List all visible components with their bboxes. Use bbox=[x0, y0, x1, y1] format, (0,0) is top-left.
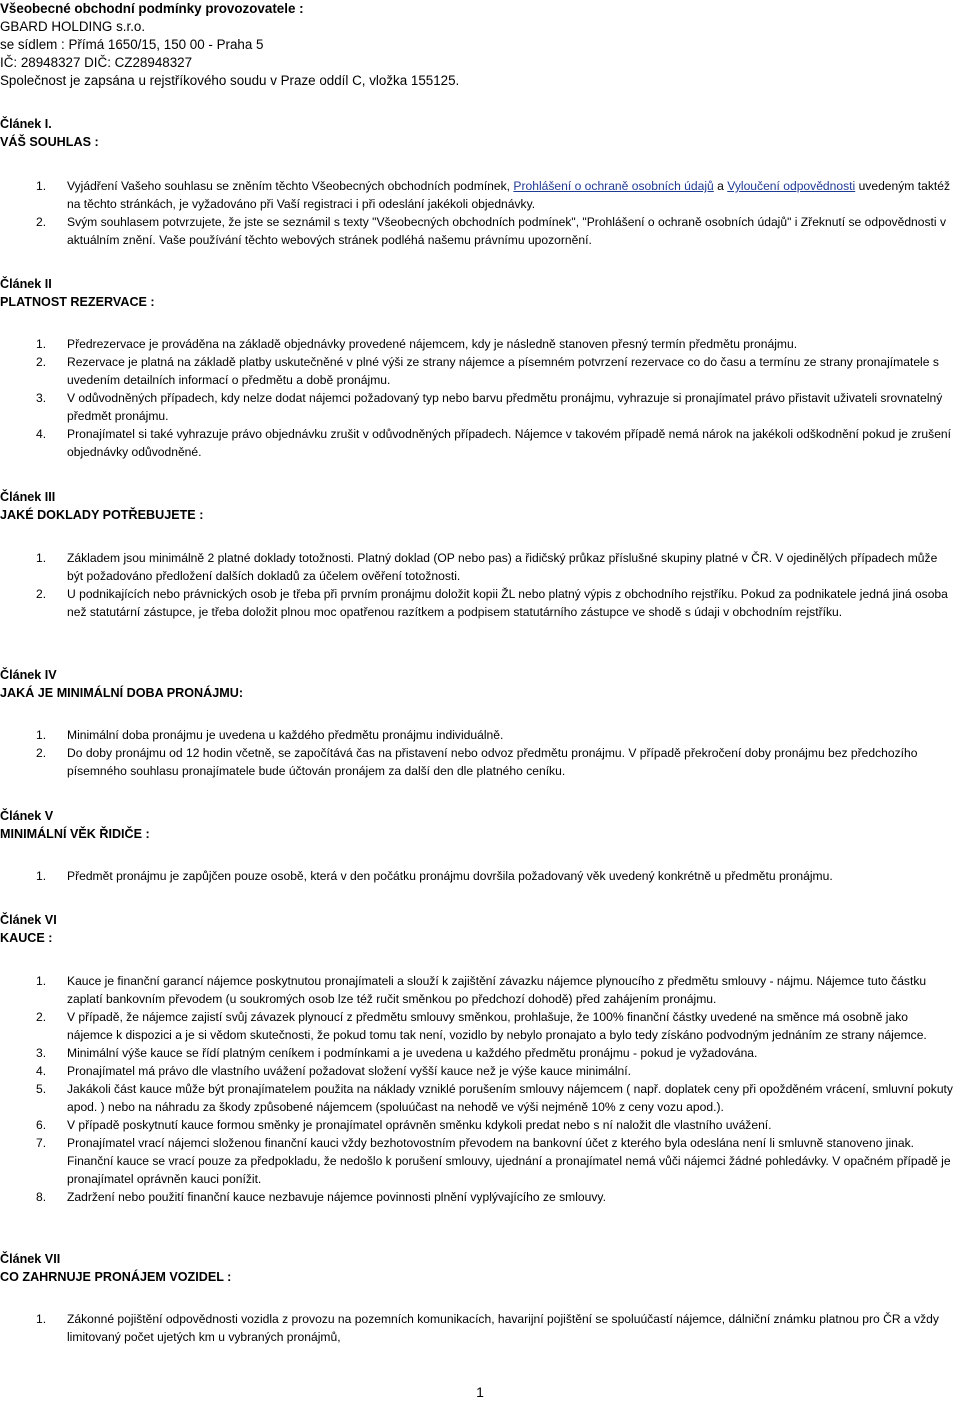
item-text: Zadržení nebo použití finanční kauce nezbavuje nájemce povinnosti plnění vyplývajícího ze smlouvy. bbox=[67, 1190, 606, 1204]
list-item bbox=[0, 1310, 960, 1346]
item-text: Do doby pronájmu od 12 hodin včetně, se započítává čas na přistavení nebo odvoz předmětu pronájmu. V případě překročení doby pronájmu bez předchozího písemného souhlasu pronajímatele bude účtován pronájem za další den dle platného ceníku. bbox=[67, 746, 918, 778]
article-title: CO ZAHRNUJE PRONÁJEM VOZIDEL : bbox=[0, 1270, 232, 1284]
item-text: Svým souhlasem potvrzujete, že jste se seznámil s texty "Všeobecných obchodních podmínek", "Prohlášení o ochraně osobních údajů" i Zřeknutí se odpovědnosti v aktuálním znění. Vaše používání těchto webových stránek podléhá našemu právnímu upozornění. bbox=[67, 215, 946, 247]
item-number: 2. bbox=[36, 1010, 47, 1024]
item-text: Rezervace je platná na základě platby uskutečněné v plné výši ze strany nájemce a písemném potvrzení rezervace co do času a termínu ze strany pronajímatele s uvedením detailních informací o předmětu a době pronájmu. bbox=[67, 355, 939, 387]
article-title: JAKÉ DOKLADY POTŘEBUJETE : bbox=[0, 508, 204, 522]
item-number: 1. bbox=[36, 337, 47, 351]
article-3-list bbox=[0, 549, 960, 621]
article-7-heading bbox=[0, 1250, 231, 1286]
item-number: 1. bbox=[36, 728, 47, 742]
company-header bbox=[0, 0, 459, 90]
list-item bbox=[0, 1062, 960, 1080]
item-number: 8. bbox=[36, 1190, 47, 1204]
list-item bbox=[0, 1080, 960, 1116]
item-number: 4. bbox=[36, 1064, 47, 1078]
article-number: Článek V bbox=[0, 809, 54, 823]
item-number: 1. bbox=[36, 1312, 47, 1326]
article-number: Článek III bbox=[0, 490, 56, 504]
item-text: Pronajímatel má právo dle vlastního uvážení požadovat složení vyšší kauce než je výše kauce minimální. bbox=[67, 1064, 631, 1078]
page-number: 1 bbox=[476, 1384, 484, 1400]
article-2-heading bbox=[0, 275, 155, 311]
article-6-heading bbox=[0, 911, 57, 947]
item-text: uvedeným taktéž na těchto stránkách, je vyžadováno při Vaší registraci i při odeslání jakékoli objednávky. bbox=[67, 179, 951, 211]
list-item bbox=[0, 213, 960, 249]
item-text: V případě poskytnutí kauce formou směnky je pronajímatel oprávněn směnku kdykoli predat nebo s ní naložit dle vlastního uvážení. bbox=[67, 1118, 772, 1132]
article-number: Článek II bbox=[0, 277, 52, 291]
item-number: 4. bbox=[36, 427, 47, 441]
item-text: Pronajímatel si také vyhrazuje právo objednávku zrušit v odůvodněných případech. Nájemce v takovém případě nemá nárok na jakékoli odškodnění pokud je zrušení objednávky odůvodněné. bbox=[67, 427, 952, 459]
article-title: JAKÁ JE MINIMÁLNÍ DOBA PRONÁJMU: bbox=[0, 686, 244, 700]
item-text: Předrezervace je prováděna na základě objednávky provedené nájemcem, kdy je následně stanoven přesný termín předmětu pronájmu. bbox=[67, 337, 798, 351]
article-7-list bbox=[0, 1310, 960, 1346]
article-3-heading bbox=[0, 488, 203, 524]
item-number: 3. bbox=[36, 391, 47, 405]
article-title: MINIMÁLNÍ VĚK ŘIDIČE : bbox=[0, 827, 150, 841]
item-text: Základem jsou minimálně 2 platné doklady totožnosti. Platný doklad (OP nebo pas) a řidičský průkaz příslušné skupiny platné v ČR. V ojedinělých případech může být požadováno předložení dalších dokladů za účelem ověření totožnosti. bbox=[67, 551, 938, 583]
item-text: V odůvodněných případech, kdy nelze dodat nájemci požadovaný typ nebo barvu předmětu pronájmu, vyhrazuje si pronajímatel právo přistavit uživateli srovnatelný předmět pronájmu. bbox=[67, 391, 943, 423]
list-item bbox=[0, 867, 960, 885]
item-number: 2. bbox=[36, 587, 47, 601]
item-number: 1. bbox=[36, 551, 47, 565]
company-name: GBARD HOLDING s.r.o. bbox=[0, 19, 146, 34]
list-item bbox=[0, 1008, 960, 1044]
list-item bbox=[0, 1116, 960, 1134]
item-number: 3. bbox=[36, 1046, 47, 1060]
item-text: V případě, že nájemce zajistí svůj závazek plynoucí z předmětu smlouvy směnkou, prohlašuje, že 100% finanční částky uvedené na směnce má osobně jako nájemce k dispozici a je si vědom skutečnosti, že pokud tomu tak není, vozidlo by nebylo pronajato a bylo tedy získáno podvodným jednáním ze strany nájemce. bbox=[67, 1010, 927, 1042]
list-item bbox=[0, 1134, 960, 1188]
item-text: Zákonné pojištění odpovědnosti vozidla z provozu na pozemních komunikacích, havarijní pojištění se spoluúčastí nájemce, dálniční známku platnou pro ČR a vždy limitovaný počet ujetých km u vybraných pronájmů, bbox=[67, 1312, 939, 1344]
item-text: Jakákoli část kauce může být pronajímatelem použita na náklady vzniklé porušením smlouvy nájemcem ( např. doplatek ceny při opožděném vrácení, smluvní pokuty apod. ) nebo na náhradu za škody způsobené nájemcem (spoluúčast na nehodě ve výši nejméně 10% z ceny vozu apod.). bbox=[67, 1082, 953, 1114]
article-number: Článek I. bbox=[0, 117, 52, 131]
article-number: Článek VI bbox=[0, 913, 57, 927]
item-number: 7. bbox=[36, 1136, 47, 1150]
list-item bbox=[0, 425, 960, 461]
item-text: Kauce je finanční garancí nájemce poskytnutou pronajímateli a slouží k zajištění závazku nájemce plynoucího z předmětu smlouvy - nájmu. Nájemce tuto částku zaplatí bankovním převodem (u soukromých osob lze též ručit směnkou po předchozí dohodě) před zahájením pronájmu. bbox=[67, 974, 927, 1006]
article-number: Článek IV bbox=[0, 668, 57, 682]
article-4-heading bbox=[0, 666, 243, 702]
list-item bbox=[0, 585, 960, 621]
item-number: 2. bbox=[36, 355, 47, 369]
article-6-list bbox=[0, 972, 960, 1206]
item-number: 5. bbox=[36, 1082, 47, 1096]
item-number: 2. bbox=[36, 746, 47, 760]
article-number: Článek VII bbox=[0, 1252, 61, 1266]
item-text: U podnikajících nebo právnických osob je třeba při prvním pronájmu doložit kopii ŽL nebo platný výpis z obchodního rejstříku. Pokud za podnikatele jedná jiná osoba než statutární zástupce, je třeba doložit plnou moc opatřenou razítkem a podpisem statutárního zástupce ve shodě s údaji v obchodním rejstříku. bbox=[67, 587, 948, 619]
article-1-list bbox=[0, 177, 960, 249]
list-item bbox=[0, 744, 960, 780]
item-text: Pronajímatel vrací nájemci složenou finanční kauci vždy bezhotovostním převodem na bankovní účet z kterého byla odeslána není li smluvně stanoveno jinak. Finanční kauce se vrací pouze za předpokladu, že nedošlo k porušení smlouvy, ujednání a pronajímatel nemá vůči nájemci žádné pohledávky. V opačném případě je pronajímatel oprávněn kauci ponížit. bbox=[67, 1136, 951, 1186]
item-text: Minimální výše kauce se řídí platným ceníkem i podmínkami a je uvedena u každého předmětu pronájmu - pokud je vyžadována. bbox=[67, 1046, 758, 1060]
item-number: 1. bbox=[36, 179, 47, 193]
list-item bbox=[0, 335, 960, 353]
list-item bbox=[0, 1188, 960, 1206]
item-number: 6. bbox=[36, 1118, 47, 1132]
item-text: Vyjádření Vašeho souhlasu se zněním těchto Všeobecných obchodních podmínek, bbox=[67, 179, 514, 193]
item-number: 1. bbox=[36, 869, 47, 883]
item-text: Předmět pronájmu je zapůjčen pouze osobě, která v den počátku pronájmu dovršila požadovaný věk uvedený konkrétně u předmětu pronájmu. bbox=[67, 869, 833, 883]
article-1-heading bbox=[0, 115, 99, 151]
item-text: Minimální doba pronájmu je uvedena u každého předmětu pronájmu individuálně. bbox=[67, 728, 504, 742]
list-item bbox=[0, 1044, 960, 1062]
list-item bbox=[0, 353, 960, 389]
list-item bbox=[0, 389, 960, 425]
list-item bbox=[0, 726, 960, 744]
list-item bbox=[0, 549, 960, 585]
item-text: a bbox=[713, 179, 728, 193]
document-title: Všeobecné obchodní podmínky provozovatele : bbox=[0, 1, 304, 16]
privacy-policy-link[interactable]: Prohlášení o ochraně osobních údajů bbox=[513, 179, 714, 193]
item-number: 1. bbox=[36, 974, 47, 988]
article-4-list bbox=[0, 726, 960, 780]
article-5-list bbox=[0, 867, 960, 885]
article-5-heading bbox=[0, 807, 150, 843]
disclaimer-link[interactable]: Vyloučení odpovědnosti bbox=[727, 179, 856, 193]
article-2-list bbox=[0, 335, 960, 461]
list-item bbox=[0, 972, 960, 1008]
article-title: VÁŠ SOUHLAS : bbox=[0, 135, 99, 149]
list-item bbox=[0, 177, 960, 213]
article-title: PLATNOST REZERVACE : bbox=[0, 295, 155, 309]
company-registry: Společnost je zapsána u rejstříkového soudu v Praze oddíl C, vložka 155125. bbox=[0, 73, 460, 88]
item-number: 2. bbox=[36, 215, 47, 229]
company-address: se sídlem : Přímá 1650/15, 150 00 - Praha 5 bbox=[0, 37, 264, 52]
article-title: KAUCE : bbox=[0, 931, 53, 945]
company-ids: IČ: 28948327 DIČ: CZ28948327 bbox=[0, 55, 193, 70]
